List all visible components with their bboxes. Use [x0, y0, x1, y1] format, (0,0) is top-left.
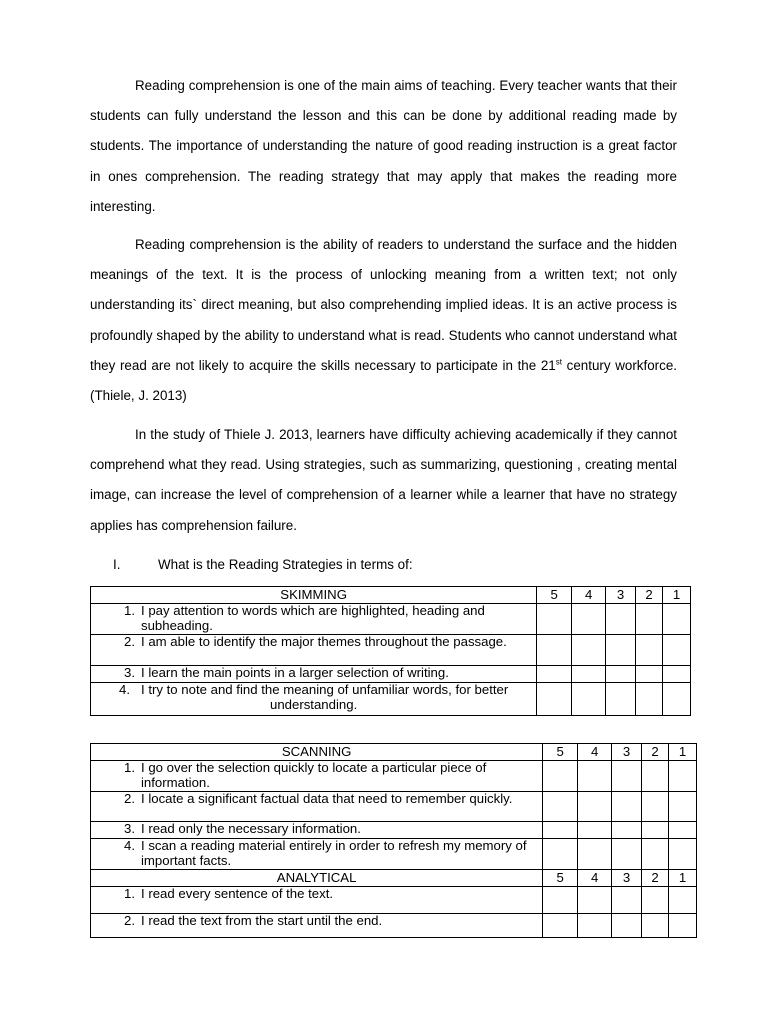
scale-2: 2	[642, 744, 669, 761]
rating-cell[interactable]	[663, 635, 691, 666]
rating-cell[interactable]	[543, 761, 578, 792]
item-number: 4.	[119, 682, 130, 697]
item-number: 3.	[124, 665, 135, 680]
scale-5: 5	[543, 870, 578, 887]
rating-cell[interactable]	[663, 604, 691, 635]
paragraph-2-text: Reading comprehension is the ability of readers to understand the surface and the hidden meanings of the text. It is the process of unlocking meaning from a written text; not only understanding its` direct meaning, but also comprehending implied ideas. It is an active process is profoundly shaped by the ability to understand what is read. Students who cannot understand what they read are not likely to acquire the skills necessary to participate in the 21	[90, 237, 677, 373]
scanning-title: SCANNING	[91, 744, 543, 761]
rating-cell[interactable]	[669, 887, 697, 914]
rating-cell[interactable]	[612, 887, 642, 914]
paragraph-3-text: In the study of Thiele J. 2013, learners have difficulty achieving academically if they cannot comprehend what they read. Using strategies, such as summarizing, questioning , creating mental image, can increase the level of comprehension of a learner while a learner that have no strategy applies has comprehension failure.	[90, 427, 677, 533]
item-text: I read the text from the start until the end.	[141, 913, 383, 928]
item-text: I scan a reading material entirely in order to refresh my memory of important facts.	[141, 838, 527, 868]
rating-cell[interactable]	[543, 822, 578, 839]
rating-cell[interactable]	[572, 666, 606, 683]
rating-cell[interactable]	[669, 761, 697, 792]
table-header-row	[91, 587, 691, 604]
rating-cell[interactable]	[578, 822, 612, 839]
table-header-row	[91, 870, 697, 887]
scale-4: 4	[572, 587, 606, 604]
rating-cell[interactable]	[612, 792, 642, 822]
table-row	[91, 914, 697, 938]
rating-cell[interactable]	[543, 839, 578, 870]
scale-5: 5	[537, 587, 572, 604]
item-number: 2.	[124, 913, 135, 928]
rating-cell[interactable]	[606, 683, 636, 716]
rating-cell[interactable]	[642, 887, 669, 914]
rating-cell[interactable]	[669, 914, 697, 938]
rating-cell[interactable]	[572, 635, 606, 666]
rating-cell[interactable]	[572, 604, 606, 635]
scale-2: 2	[636, 587, 663, 604]
scale-4: 4	[578, 744, 612, 761]
scale-2: 2	[642, 870, 669, 887]
skimming-title: SKIMMING	[91, 587, 537, 604]
rating-cell[interactable]	[636, 604, 663, 635]
table-row	[91, 839, 697, 870]
rating-cell[interactable]	[578, 887, 612, 914]
item-number: 2.	[124, 791, 135, 806]
rating-cell[interactable]	[578, 839, 612, 870]
table-row	[91, 887, 697, 914]
item-text: I try to note and find the meaning of unfamiliar words, for better understanding.	[141, 682, 509, 712]
rating-cell[interactable]	[636, 683, 663, 716]
rating-cell[interactable]	[612, 761, 642, 792]
item-number: 1.	[124, 886, 135, 901]
item-text: I pay attention to words which are highlighted, heading and subheading.	[141, 603, 485, 633]
rating-cell[interactable]	[537, 604, 572, 635]
rating-cell[interactable]	[606, 635, 636, 666]
scanning-analytical-table	[90, 743, 697, 938]
rating-cell[interactable]	[663, 683, 691, 716]
rating-cell[interactable]	[642, 839, 669, 870]
item-number: 4.	[124, 838, 135, 853]
item-text: I am able to identify the major themes throughout the passage.	[141, 634, 507, 649]
rating-cell[interactable]	[543, 887, 578, 914]
scale-1: 1	[669, 744, 697, 761]
paragraph-3	[90, 420, 677, 541]
rating-cell[interactable]	[578, 914, 612, 938]
rating-cell[interactable]	[636, 666, 663, 683]
item-number: 3.	[124, 821, 135, 836]
rating-cell[interactable]	[642, 792, 669, 822]
rating-cell[interactable]	[543, 914, 578, 938]
rating-cell[interactable]	[669, 792, 697, 822]
table-row	[91, 683, 691, 716]
item-text: I go over the selection quickly to locate a particular piece of information.	[141, 760, 487, 790]
section-title: What is the Reading Strategies in terms of:	[158, 557, 413, 572]
table-row	[91, 604, 691, 635]
scale-3: 3	[612, 744, 642, 761]
scale-1: 1	[663, 587, 691, 604]
rating-cell[interactable]	[537, 666, 572, 683]
rating-cell[interactable]	[543, 792, 578, 822]
rating-cell[interactable]	[663, 666, 691, 683]
item-text: I read every sentence of the text.	[141, 886, 334, 901]
paragraph-2-text-end: century workforce. (Thiele, J. 2013)	[90, 357, 677, 404]
rating-cell[interactable]	[669, 822, 697, 839]
table-header-row	[91, 744, 697, 761]
paragraph-1-text: Reading comprehension is one of the main aims of teaching. Every teacher wants that their students can fully understand the lesson and this can be done by additional reading made by students. The importance of understanding the nature of good reading instruction is a great factor in ones comprehension. The reading strategy that may apply that makes the reading more interesting.	[90, 78, 677, 214]
rating-cell[interactable]	[606, 666, 636, 683]
item-text: I read only the necessary information.	[141, 821, 361, 836]
rating-cell[interactable]	[537, 683, 572, 716]
rating-cell[interactable]	[572, 683, 606, 716]
scale-3: 3	[612, 870, 642, 887]
rating-cell[interactable]	[537, 635, 572, 666]
table-row	[91, 666, 691, 683]
rating-cell[interactable]	[669, 839, 697, 870]
rating-cell[interactable]	[578, 761, 612, 792]
analytical-title: ANALYTICAL	[91, 870, 543, 887]
rating-cell[interactable]	[612, 822, 642, 839]
rating-cell[interactable]	[612, 914, 642, 938]
rating-cell[interactable]	[642, 822, 669, 839]
table-row	[91, 792, 697, 822]
superscript-st: st	[555, 357, 562, 367]
item-number: 1.	[124, 603, 135, 618]
scale-3: 3	[606, 587, 636, 604]
table-row	[91, 635, 691, 666]
table-row	[91, 761, 697, 792]
rating-cell[interactable]	[578, 792, 612, 822]
item-text: I locate a significant factual data that need to remember quickly.	[141, 791, 513, 806]
rating-cell[interactable]	[642, 914, 669, 938]
paragraph-1	[90, 71, 677, 222]
rating-cell[interactable]	[612, 839, 642, 870]
rating-cell[interactable]	[642, 761, 669, 792]
rating-cell[interactable]	[636, 635, 663, 666]
scale-5: 5	[543, 744, 578, 761]
item-text: I learn the main points in a larger selection of writing.	[141, 665, 449, 680]
scale-4: 4	[578, 870, 612, 887]
scale-1: 1	[669, 870, 697, 887]
table-row	[91, 822, 697, 839]
skimming-table	[90, 586, 691, 716]
item-number: 2.	[124, 634, 135, 649]
item-number: 1.	[124, 760, 135, 775]
section-number: I.	[113, 557, 121, 572]
paragraph-2	[90, 230, 677, 411]
rating-cell[interactable]	[606, 604, 636, 635]
